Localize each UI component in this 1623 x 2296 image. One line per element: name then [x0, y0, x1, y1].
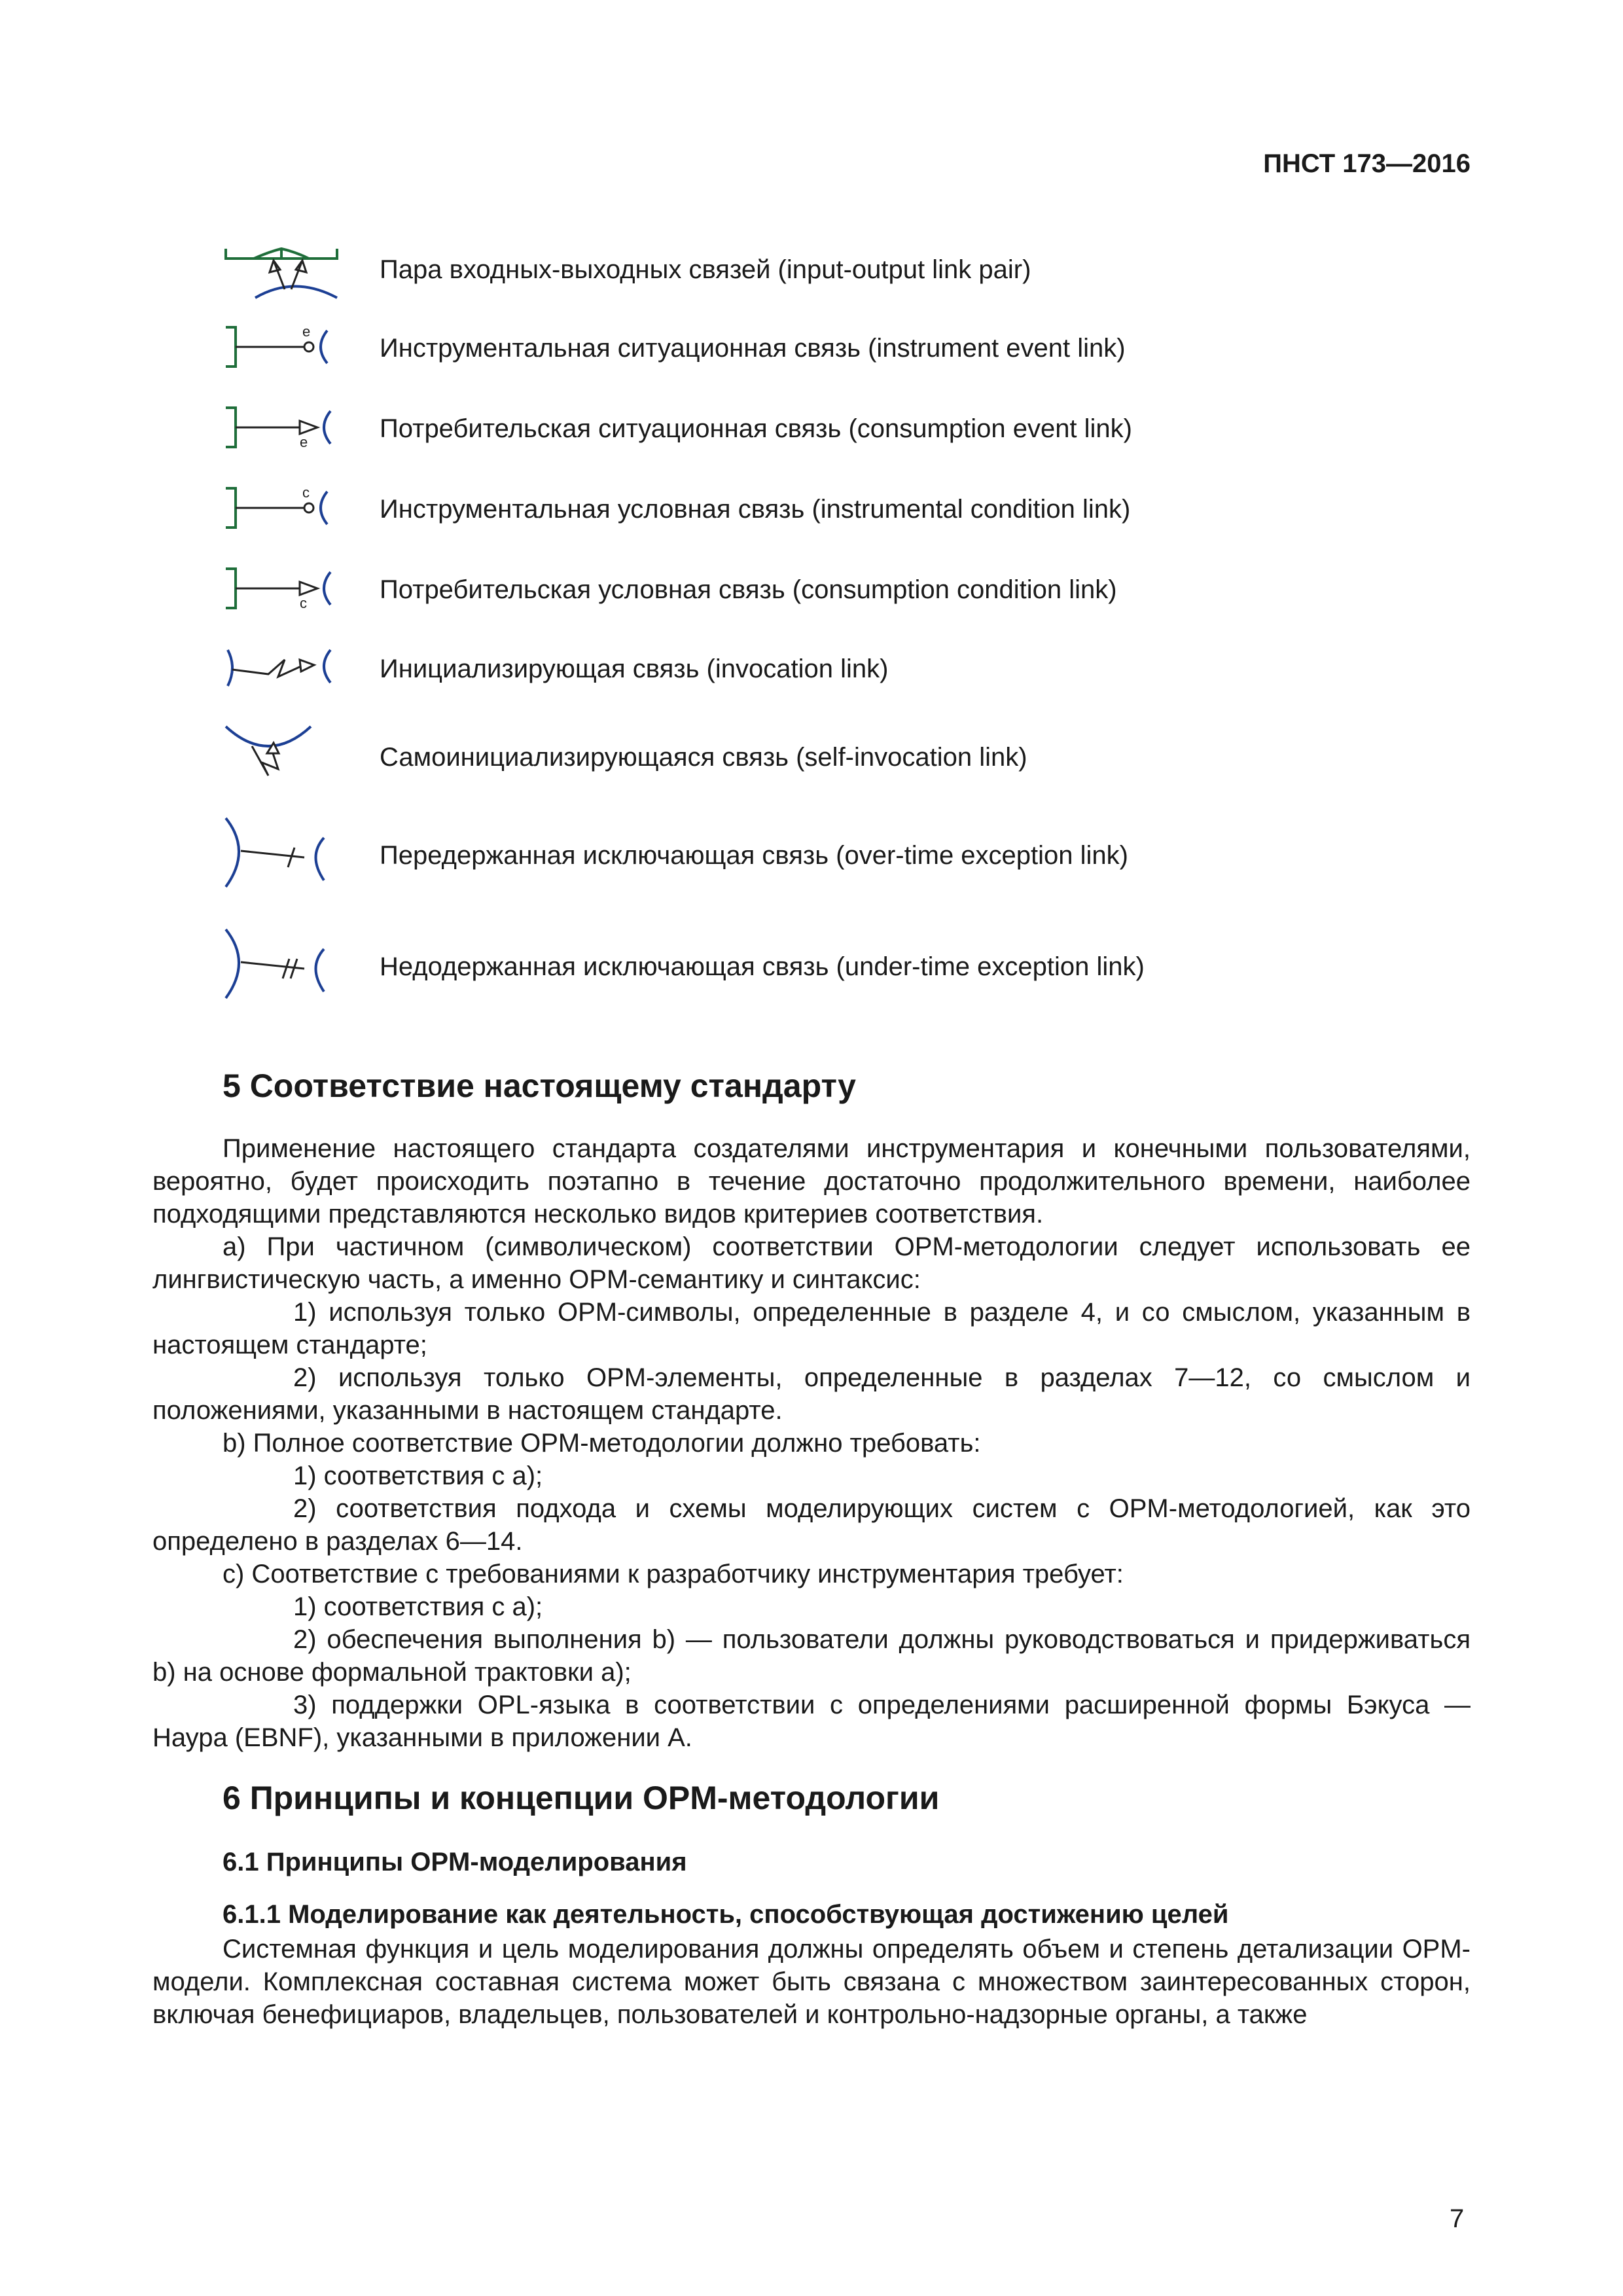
instrumental-condition-link-icon [223, 482, 353, 534]
consumption-event-link-icon [223, 401, 353, 454]
subsection-6-1-title: 6.1 Принципы OPM-моделирования [223, 1848, 687, 1876]
legend-label: Инструментальная условная связь (instrumental condition link) [380, 495, 1131, 524]
criterion-a-2: 2) используя только OPM-элементы, определенные в разделах 7—12, со смыслом и положениями, указанными в настоящем стандарте. [152, 1363, 1471, 1425]
criterion-a: a) При частичном (символическом) соответствии OPM-методологии следует использовать ее лингвистическую часть, а именно OPM-семантику и синтаксис: [152, 1232, 1471, 1294]
legend-label: Инструментальная ситуационная связь (instrument event link) [380, 334, 1126, 363]
instrument-event-link-icon [223, 321, 353, 373]
condition-mark: c [300, 595, 307, 611]
criterion-b-2: 2) соответствия подхода и схемы моделирующих систем с OPM-методологией, как это определено в разделах 6—14. [152, 1494, 1471, 1556]
document-header: ПНСТ 173—2016 [1263, 149, 1471, 178]
legend-label: Инициализирующая связь (invocation link) [380, 655, 889, 683]
invocation-link-icon [223, 640, 353, 692]
condition-mark: c [302, 484, 310, 501]
page-number: 7 [1450, 2204, 1465, 2233]
over-time-exception-link-icon [223, 812, 353, 897]
section-5-intro: Применение настоящего стандарта создателями инструментария и конечными пользователями, вероятно, будет происходить поэтапно в течение достаточно продолжительного времени, наиболее подходящими представляются несколько видов критериев соответствия. [152, 1134, 1471, 1229]
criterion-c: c) Соответствие с требованиями к разработчику инструментария требует: [223, 1560, 1124, 1588]
subsection-6-1-1-title: 6.1.1 Моделирование как деятельность, способствующая достижению целей [223, 1900, 1229, 1929]
legend-label: Самоинициализирующаяся связь (self-invocation link) [380, 743, 1027, 772]
criterion-a-1: 1) используя только OPM-символы, определенные в разделе 4, и со смыслом, указанным в настоящем стандарте; [152, 1298, 1471, 1359]
criterion-c-1: 1) соответствия с а); [293, 1592, 543, 1621]
legend-label: Потребительская ситуационная связь (consumption event link) [380, 414, 1132, 443]
section-5-title: 5 Соответствие настоящему стандарту [223, 1067, 856, 1104]
consumption-condition-link-icon [223, 562, 353, 615]
self-invocation-link-icon [223, 717, 353, 789]
under-time-exception-link-icon [223, 923, 353, 1008]
event-mark: e [300, 434, 308, 450]
legend-label: Пара входных-выходных связей (input-output link pair) [380, 255, 1031, 284]
legend-label: Передержанная исключающая связь (over-time exception link) [380, 841, 1128, 870]
criterion-b: b) Полное соответствие OPM-методологии должно требовать: [223, 1429, 981, 1458]
section-6-paragraph: Системная функция и цель моделирования должны определять объем и степень детализации OPM-модели. Комплексная составная система может быть связана с множеством заинтересованных сторон, включая бенефициаров, владельцев, пользователей и контрольно-надзорные органы, а также [152, 1935, 1471, 2029]
input-output-link-pair-icon [223, 236, 353, 308]
legend-label: Потребительская условная связь (consumption condition link) [380, 575, 1117, 604]
criterion-c-2: 2) обеспечения выполнения b) — пользователи должны руководствоваться и придерживаться b) на основе формальной трактовки а); [152, 1625, 1471, 1687]
criterion-b-1: 1) соответствия с а); [293, 1462, 543, 1490]
criterion-c-3: 3) поддержки OPL-языка в соответствии с определениями расширенной формы Бэкуса — Наура (EBNF), указанными в приложении А. [152, 1691, 1471, 1752]
legend-label: Недодержанная исключающая связь (under-time exception link) [380, 952, 1145, 981]
section-6-title: 6 Принципы и концепции OPM-методологии [223, 1780, 940, 1816]
event-mark: e [302, 323, 311, 340]
